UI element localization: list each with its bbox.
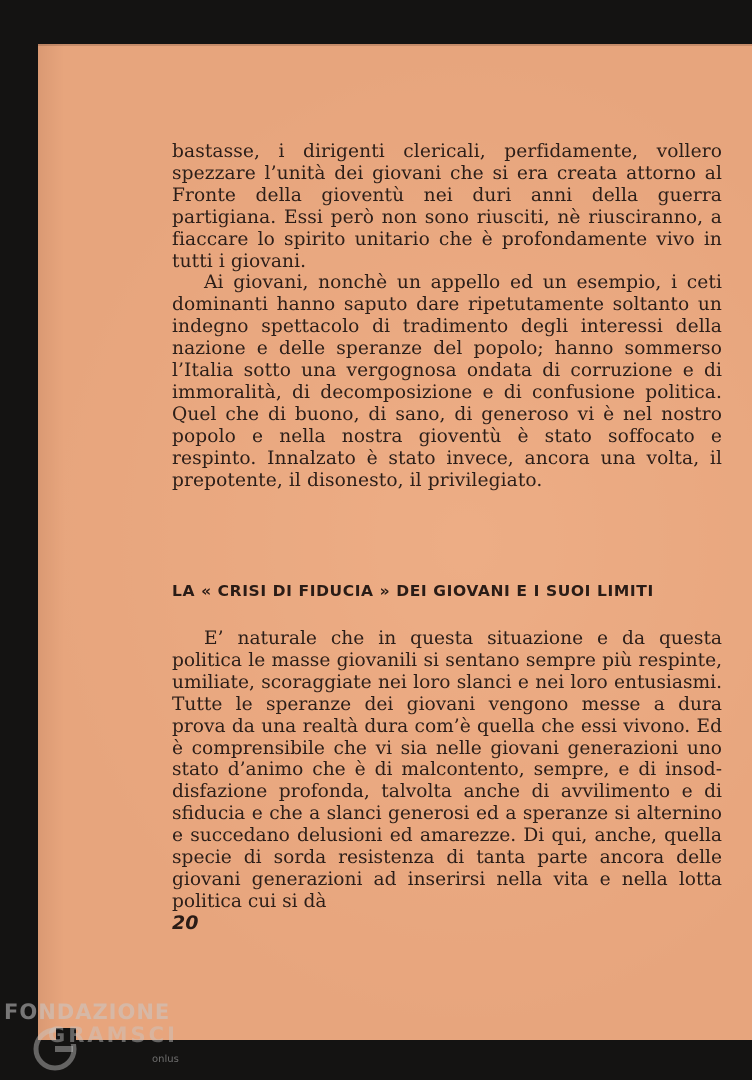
watermark-suffix: onlus — [152, 1054, 179, 1065]
body-text-top — [172, 141, 722, 492]
paragraph-2: Ai giovani, nonchè un appello ed un esempio, i ceti dominanti hanno saputo dare ripetutamente soltanto un indegno spettacolo di tradimento degli interessi della nazione e delle speranze del popolo; hanno sommerso l’Italia sotto una vergognosa ondata di corruzione e di immoralità, di decomposizione e di confusione politica. Quel che di buono, di sano, di generoso vi è nel nostro popolo e nella nostra gioventù è stato soffocato e respinto. Innalzato è stato invece, ancora una volta, il prepotente, il disonesto, il privilegiato. — [172, 272, 722, 491]
paragraph-1: bastasse, i dirigenti clericali, perfidamente, vollero spezzare l’unità dei giovani che si era creata attorno al Fronte della gioventù nei duri anni della guerra partigiana. Essi però non sono riusciti, nè riusciranno, a fiaccare lo spirito unitario che è profondamente vivo in tutti i giovani. — [172, 141, 722, 272]
paragraph-3: E’ naturale che in questa situazione e da questa politica le masse giovanili si sentano sempre più respinte, umiliate, scoraggiate nei loro slanci e nei loro entusiasmi. Tutte le speranze dei giovani vengono messe a dura prova da una realtà dura com’è quella che essi vivono. Ed è comprensibile che vi sia nelle giovani generazioni uno stato d’animo che è di malcontento, sempre, e di insoddisfazione profonda, talvolta anche di avvilimento e di sfiducia e che a slanci generosi ed a speranze si alternino e succedano delusioni ed amarezze. Di qui, anche, quella specie di sorda resistenza di tanta parte ancora delle giovani generazioni ad inserirsi nella vita e nella lotta politica cui si dà — [172, 628, 722, 912]
watermark-line-1: FONDAZIONE — [4, 1000, 171, 1024]
watermark-line-2: GRAMSCI — [48, 1023, 178, 1047]
page-number: 20 — [172, 912, 199, 934]
body-text-bottom — [172, 628, 722, 913]
section-heading: LA « CRISI DI FIDUCIA » DEI GIOVANI E I SUOI LIMITI — [172, 582, 654, 600]
book-page — [38, 44, 752, 1040]
watermark — [0, 996, 200, 1080]
